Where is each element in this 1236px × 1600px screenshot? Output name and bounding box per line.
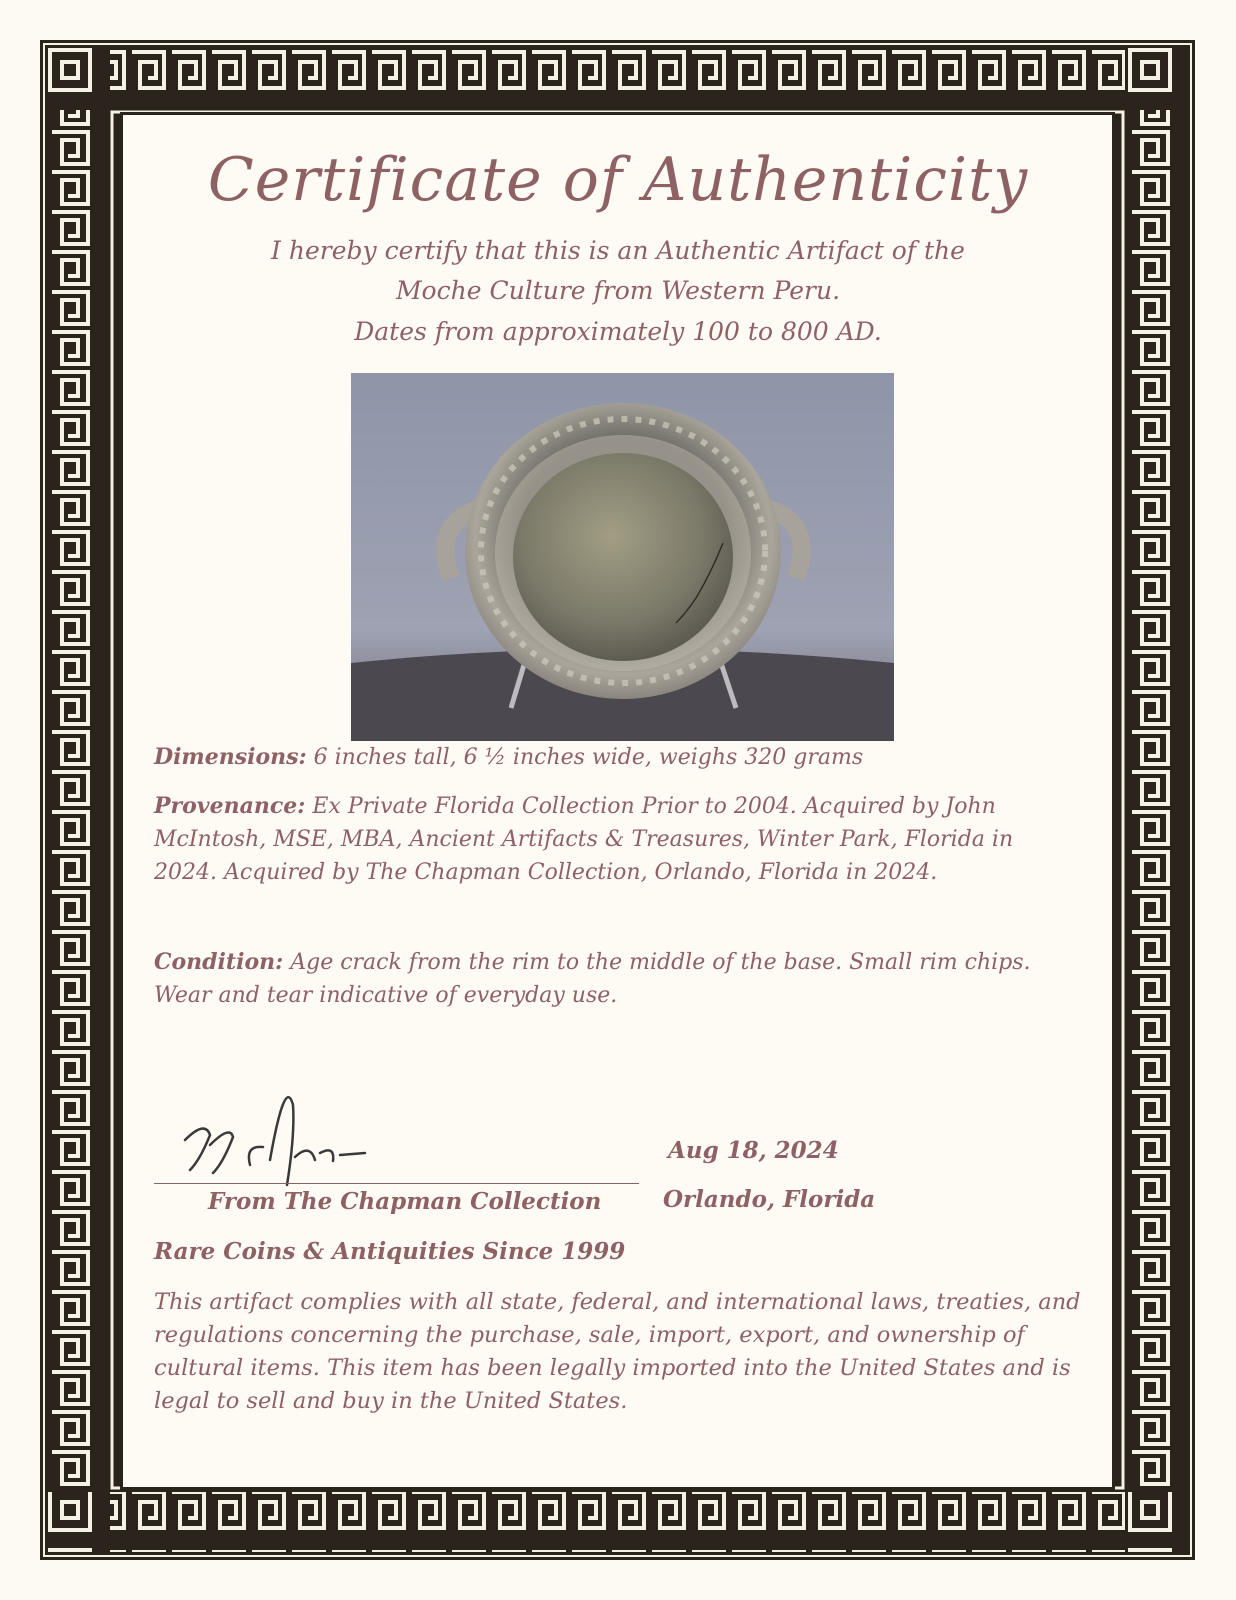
signature-line	[154, 1183, 639, 1184]
condition-value: Age crack from the rim to the middle of the base. Small rim chips. Wear and tear indicative of everyday use.	[154, 950, 1031, 1008]
collection-name: From The Chapman Collection	[208, 1188, 602, 1215]
compliance-statement: This artifact complies with all state, federal, and international laws, treaties, and regulations concerning the purchase, sale, import, export, and ownership of cultural items. This item has been legally imported into the United States and is legal to sell and buy in the United States.	[154, 1289, 1081, 1414]
certificate-location: Orlando, Florida	[663, 1186, 876, 1213]
page-title: Certificate of Authenticity	[207, 145, 1029, 215]
certification-line-3: Dates from approximately 100 to 800 AD.	[354, 317, 882, 346]
dimensions-paragraph	[154, 741, 1074, 774]
artifact-photo	[351, 373, 894, 741]
tagline: Rare Coins & Antiquities Since 1999	[154, 1238, 626, 1265]
certification-line-2: Moche Culture from Western Peru.	[395, 276, 841, 305]
provenance-paragraph	[154, 790, 1059, 889]
provenance-label: Provenance:	[154, 793, 306, 819]
dimensions-label: Dimensions:	[154, 744, 307, 770]
certification-line-1: I hereby certify that this is an Authentic Artifact of the	[271, 236, 965, 265]
condition-paragraph	[154, 946, 1059, 1012]
dimensions-value: 6 inches tall, 6 ½ inches wide, weighs 320 grams	[306, 745, 864, 770]
provenance-value: Ex Private Florida Collection Prior to 2004. Acquired by John McIntosh, MSE, MBA, Ancient Artifacts & Treasures, Winter Park, Florida in 2024. Acquired by The Chapman Collection, Orlando, Florida in 2024.	[154, 794, 1014, 885]
signature	[175, 1085, 375, 1199]
certificate-date: Aug 18, 2024	[668, 1137, 839, 1164]
condition-label: Condition:	[154, 949, 284, 975]
